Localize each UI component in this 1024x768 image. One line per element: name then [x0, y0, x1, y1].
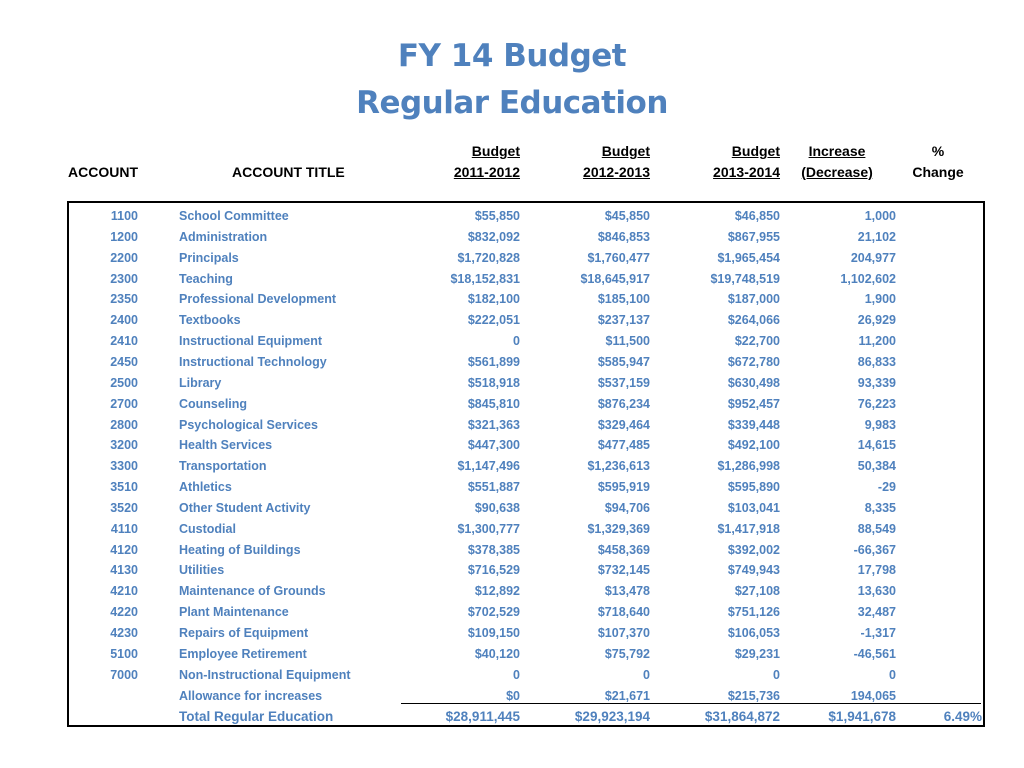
budget-2011-2012-cell: $1,720,828	[457, 250, 520, 265]
account-cell: 4110	[110, 521, 138, 536]
budget-2012-2013-cell: $107,370	[597, 626, 650, 640]
account-cell: 2450	[110, 354, 138, 369]
budget-2013-2014-cell: $751,126	[727, 605, 780, 620]
account-title-cell: Repairs of Equipment	[179, 626, 309, 640]
budget-2011-2012-cell: $832,092	[467, 229, 520, 244]
account-title-cell: Teaching	[179, 271, 233, 286]
budget-2011-2012-cell: $321,363	[467, 417, 520, 432]
total-row	[0, 707, 1024, 727]
budget-2011-2012-cell: 0	[513, 667, 520, 682]
account-cell: 2700	[110, 396, 138, 411]
account-title-cell: Counseling	[179, 396, 248, 411]
account-title-cell: Administration	[179, 229, 268, 244]
budget-2012-2013-cell: $732,145	[597, 563, 650, 578]
budget-2012-2013-cell: $11,500	[605, 334, 650, 349]
budget-2013-2014-cell: $392,002	[727, 542, 780, 557]
increase-cell: -29	[877, 480, 896, 495]
account-title-cell: Maintenance of Grounds	[179, 584, 326, 599]
budget-2011-2012-cell: $702,529	[467, 605, 520, 620]
increase-cell: 76,223	[857, 396, 896, 411]
budget-2013-2014-cell: $19,748,519	[710, 271, 780, 286]
account-cell: 4210	[110, 584, 138, 599]
budget-2011-2012-cell: $182,100	[467, 292, 520, 307]
account-cell: 2500	[110, 375, 138, 390]
increase-cell: -46,561	[853, 646, 896, 661]
account-title-cell: Principals	[179, 250, 239, 265]
account-title-cell: Heating of Buildings	[179, 542, 301, 557]
increase-cell: 14,615	[857, 438, 896, 453]
budget-2012-2013-cell: $18,645,917	[580, 271, 650, 286]
budget-2013-2014-cell: $29,231	[734, 646, 780, 661]
budget-2013-2014-cell: $867,955	[727, 229, 780, 244]
budget-2011-2012-cell: $378,385	[467, 542, 520, 557]
account-cell: 3510	[110, 480, 138, 495]
table-row	[0, 373, 1024, 393]
account-title-cell: School Committee	[179, 209, 289, 223]
account-title-cell: Plant Maintenance	[179, 605, 289, 620]
budget-2013-2014-cell: $215,736	[727, 688, 780, 703]
budget-2011-2012-cell: $18,152,831	[450, 271, 520, 286]
increase-cell: 26,929	[857, 313, 896, 328]
account-cell: 1100	[110, 209, 138, 223]
total-divider	[401, 703, 981, 704]
account-cell: 2350	[110, 292, 138, 307]
budget-2013-2014-cell: $264,066	[727, 313, 780, 328]
budget-2013-2014-cell: $22,700	[734, 334, 780, 349]
account-title-cell: Library	[179, 375, 222, 390]
header-col2-bottom: 2012-2013	[583, 164, 650, 180]
account-cell: 3520	[110, 500, 138, 515]
header-col2-top: Budget	[601, 143, 650, 159]
budget-2012-2013-cell: $537,159	[597, 375, 650, 390]
header-account-title: ACCOUNT TITLE	[232, 164, 345, 180]
account-cell: 4230	[110, 626, 138, 640]
account-title-cell: Instructional Equipment	[179, 334, 323, 349]
budget-2012-2013-cell: $585,947	[597, 354, 650, 369]
table-row	[0, 415, 1024, 435]
budget-2013-2014-cell: $1,965,454	[717, 250, 780, 265]
budget-2011-2012-cell: $551,887	[467, 480, 520, 495]
table-row	[0, 560, 1024, 580]
increase-cell: 8,335	[864, 500, 896, 515]
account-title-cell: Instructional Technology	[179, 354, 327, 369]
table-row	[0, 665, 1024, 685]
table-row	[0, 540, 1024, 560]
header-col1-top: Budget	[471, 143, 520, 159]
increase-cell: 204,977	[850, 250, 896, 265]
total-budget-2013-2014: $31,864,872	[704, 709, 780, 724]
budget-2013-2014-cell: $103,041	[727, 500, 780, 515]
budget-2012-2013-cell: $13,478	[604, 584, 650, 599]
header-col4-bottom: (Decrease)	[801, 164, 873, 180]
increase-cell: 93,339	[857, 375, 896, 390]
budget-2012-2013-cell: $477,485	[597, 438, 650, 453]
increase-cell: -66,367	[853, 542, 896, 557]
budget-2012-2013-cell: $45,850	[604, 209, 650, 223]
budget-2011-2012-cell: $55,850	[474, 209, 520, 223]
increase-cell: 21,102	[857, 229, 896, 244]
budget-2011-2012-cell: $222,051	[467, 313, 520, 328]
increase-cell: -1,317	[860, 626, 896, 640]
increase-cell: 50,384	[857, 459, 896, 474]
budget-2011-2012-cell: $1,300,777	[457, 521, 520, 536]
budget-2013-2014-cell: $1,417,918	[717, 521, 780, 536]
budget-2012-2013-cell: $94,706	[604, 500, 650, 515]
table-row	[0, 519, 1024, 539]
total-budget-2012-2013: $29,923,194	[574, 709, 650, 724]
budget-2013-2014-cell: $492,100	[727, 438, 780, 453]
budget-2011-2012-cell: $561,899	[467, 354, 520, 369]
budget-2012-2013-cell: $75,792	[604, 646, 650, 661]
increase-cell: 13,630	[857, 584, 896, 599]
account-cell: 4120	[110, 542, 138, 557]
account-title-cell: Other Student Activity	[179, 500, 311, 515]
page-title: FY 14 Budget	[397, 38, 627, 74]
budget-2011-2012-cell: 0	[513, 334, 520, 349]
total-title: Total Regular Education	[179, 709, 334, 724]
table-row	[0, 435, 1024, 455]
account-cell: 2300	[110, 271, 138, 286]
increase-cell: 194,065	[850, 688, 896, 703]
budget-2012-2013-cell: $1,236,613	[587, 459, 650, 474]
budget-2012-2013-cell: 0	[643, 667, 650, 682]
page-subtitle: Regular Education	[356, 85, 668, 121]
header-col3-bottom: 2013-2014	[713, 164, 780, 180]
budget-2011-2012-cell: $1,147,496	[457, 459, 520, 474]
account-cell: 1200	[110, 229, 138, 244]
header-col4-top: Increase	[808, 143, 866, 159]
table-row	[0, 269, 1024, 289]
budget-2013-2014-cell: $952,457	[727, 396, 780, 411]
budget-2013-2014-cell: $595,890	[727, 480, 780, 495]
table-row	[0, 289, 1024, 309]
budget-2012-2013-cell: $185,100	[597, 292, 650, 307]
table-row	[0, 310, 1024, 330]
budget-2011-2012-cell: $845,810	[467, 396, 520, 411]
table-row	[0, 331, 1024, 351]
increase-cell: 1,000	[864, 209, 896, 223]
account-cell: 7000	[110, 667, 138, 682]
total-percent-change: 6.49%	[943, 709, 982, 724]
header-account: ACCOUNT	[68, 164, 138, 180]
account-title-cell: Transportation	[179, 459, 267, 474]
table-row	[0, 644, 1024, 664]
account-cell: 3200	[110, 438, 138, 453]
budget-2013-2014-cell: $749,943	[727, 563, 780, 578]
budget-2011-2012-cell: $109,150	[467, 626, 520, 640]
budget-2012-2013-cell: $237,137	[597, 313, 650, 328]
budget-2012-2013-cell: $458,369	[597, 542, 650, 557]
increase-cell: 0	[889, 667, 896, 682]
budget-2011-2012-cell: $518,918	[467, 375, 520, 390]
increase-cell: 88,549	[857, 521, 896, 536]
budget-2012-2013-cell: $21,671	[604, 688, 650, 703]
budget-2012-2013-cell: $595,919	[597, 480, 650, 495]
account-cell: 2800	[110, 417, 138, 432]
increase-cell: 17,798	[857, 563, 896, 578]
account-title-cell: Professional Development	[179, 292, 336, 307]
account-title-cell: Psychological Services	[179, 417, 318, 432]
account-cell: 5100	[110, 646, 138, 661]
account-title-cell: Allowance for increases	[179, 688, 323, 703]
budget-2013-2014-cell: $339,448	[727, 417, 780, 432]
table-row	[0, 352, 1024, 372]
account-cell: 2410	[110, 334, 138, 349]
account-title-cell: Health Services	[179, 438, 273, 453]
budget-2011-2012-cell: $12,892	[474, 584, 520, 599]
budget-2012-2013-cell: $1,329,369	[587, 521, 650, 536]
table-row	[0, 602, 1024, 622]
increase-cell: 86,833	[857, 354, 896, 369]
account-title-cell: Employee Retirement	[179, 646, 307, 661]
increase-cell: 11,200	[858, 334, 896, 349]
increase-cell: 1,102,602	[840, 271, 896, 286]
account-title-cell: Athletics	[179, 480, 232, 495]
increase-cell: 32,487	[857, 605, 896, 620]
header-col3-top: Budget	[731, 143, 780, 159]
table-row	[0, 498, 1024, 518]
account-title-cell: Utilities	[179, 563, 225, 578]
increase-cell: 1,900	[864, 292, 896, 307]
table-row	[0, 206, 1024, 226]
budget-2013-2014-cell: $46,850	[734, 209, 780, 223]
budget-2012-2013-cell: $876,234	[597, 396, 650, 411]
account-title-cell: Non-Instructional Equipment	[179, 667, 351, 682]
budget-2011-2012-cell: $447,300	[467, 438, 520, 453]
account-cell: 4130	[110, 563, 138, 578]
account-cell: 3300	[110, 459, 138, 474]
budget-2011-2012-cell: $40,120	[474, 646, 520, 661]
account-title-cell: Textbooks	[179, 313, 241, 328]
budget-2013-2014-cell: $1,286,998	[717, 459, 780, 474]
account-title-cell: Custodial	[179, 521, 236, 536]
budget-2012-2013-cell: $329,464	[597, 417, 650, 432]
budget-2011-2012-cell: $716,529	[467, 563, 520, 578]
total-increase: $1,941,678	[828, 709, 896, 724]
table-row	[0, 623, 1024, 643]
total-budget-2011-2012: $28,911,445	[445, 709, 520, 724]
budget-2013-2014-cell: $106,053	[727, 626, 780, 640]
budget-2012-2013-cell: $1,760,477	[587, 250, 650, 265]
account-cell: 4220	[110, 605, 138, 620]
budget-2013-2014-cell: $27,108	[734, 584, 780, 599]
budget-2012-2013-cell: $718,640	[597, 605, 650, 620]
table-row	[0, 477, 1024, 497]
budget-2011-2012-cell: $0	[506, 688, 520, 703]
budget-2011-2012-cell: $90,638	[474, 500, 520, 515]
header-col5-top: %	[931, 143, 945, 159]
account-cell: 2200	[110, 250, 138, 265]
header-col1-bottom: 2011-2012	[453, 164, 520, 180]
increase-cell: 9,983	[864, 417, 896, 432]
header-col5-bottom: Change	[912, 164, 964, 180]
table-row	[0, 456, 1024, 476]
table-row	[0, 581, 1024, 601]
budget-2013-2014-cell: $672,780	[727, 354, 780, 369]
budget-2012-2013-cell: $846,853	[597, 229, 650, 244]
table-row	[0, 227, 1024, 247]
budget-2013-2014-cell: 0	[773, 667, 780, 682]
account-cell: 2400	[110, 313, 138, 328]
budget-2013-2014-cell: $630,498	[727, 375, 780, 390]
table-row	[0, 248, 1024, 268]
budget-2013-2014-cell: $187,000	[727, 292, 780, 307]
table-row	[0, 394, 1024, 414]
